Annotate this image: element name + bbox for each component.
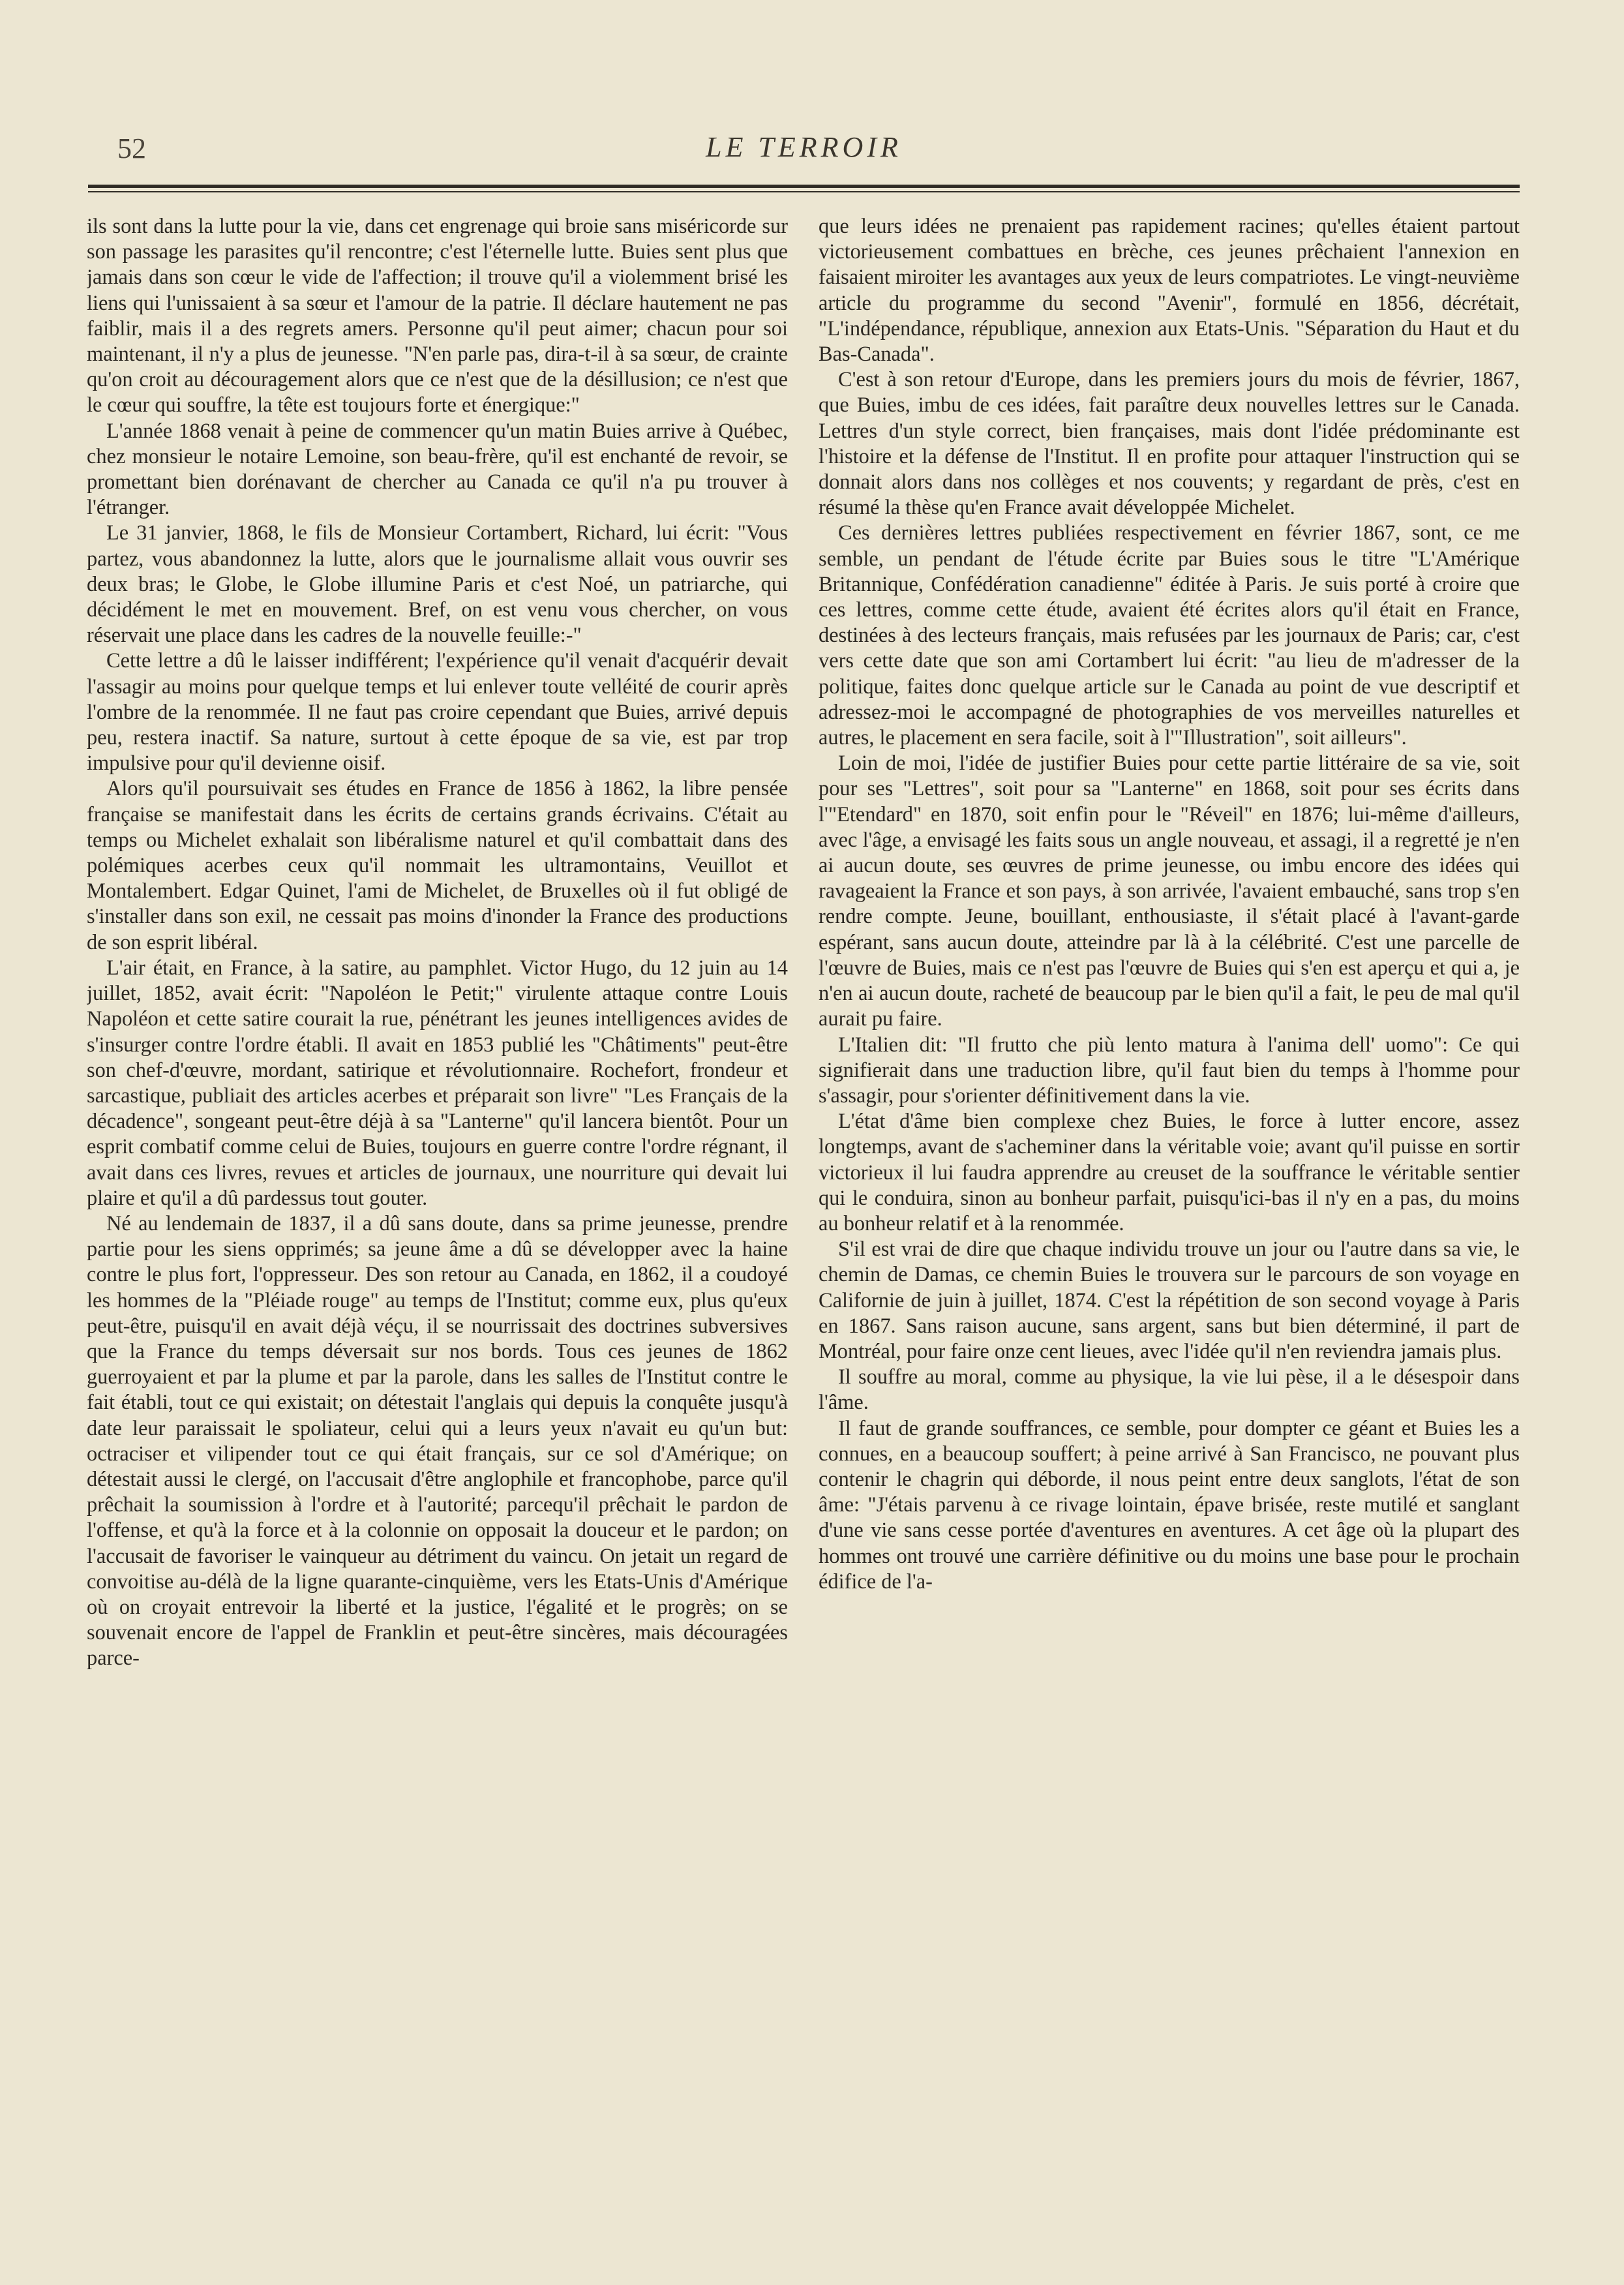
paragraph: que leurs idées ne prenaient pas rapidement racines; qu'elles étaient partout victorieusement combattues en brèche, ces jeunes prêchaient l'annexion en faisaient miroiter les avantages aux yeux de leurs compatriotes. Le vingt-neuvième article du programme du second "Avenir", formulé en 1856, décrétait, "L'indépendance, république, annexion aux Etats-Unis. "Séparation du Haut et du Bas-Canada". <box>819 215 1520 367</box>
paragraph: C'est à son retour d'Europe, dans les premiers jours du mois de février, 1867, que Buies, imbu de ces idées, fait paraître deux nouvelles lettres sur le Canada. Lettres d'un style correct, bien françaises, mais dont l'idée prédominante est l'histoire et la défense de l'Institut. Il en profite pour attaquer l'instruction qui se donnait alors dans nos collèges et nos couvents; y regardant de près, c'est en résumé la thèse qu'en France avait développée Michelet. <box>819 368 1520 520</box>
left-column <box>87 214 788 2171</box>
paragraph: L'état d'âme bien complexe chez Buies, le force à lutter encore, assez longtemps, avant de s'acheminer dans la véritable voie; avant qu'il puisse en sortir victorieux il lui faudra apprendre au creuset de la souffrance le véritable sentier qui le conduira, sinon au bonheur parfait, puisqu'ici-bas il n'y en a pas, du moins au bonheur relatif et à la renommée. <box>819 1110 1520 1235</box>
paragraph: Il faut de grande souffrances, ce semble, pour dompter ce géant et Buies les a connues, en a beaucoup souffert; à peine arrivé à San Francisco, ne pouvant plus contenir le chagrin qui déborde, il nous peint entre deux sanglots, l'état de son âme: "J'étais parvenu à ce rivage lointain, épave brisée, reste mutilé et sanglant d'une vie sans cesse portée d'aventures en aventures. A cet âge où la plupart des hommes ont trouvé une carrière définitive ou du moins une base pour le prochain édifice de l'a- <box>819 1416 1520 1594</box>
paragraph: Ces dernières lettres publiées respectivement en février 1867, sont, ce me semble, un pendant de l'étude écrite par Buies sous le titre "L'Amérique Britannique, Confédération canadienne" éditée à Paris. Je suis porté à croire que ces lettres, comme cette étude, avaient été écrites alors qu'il était en France, destinées à des lecteurs français, mais refusées par les journaux de Paris; car, c'est vers cette date que son ami Cortambert lui écrit: "au lieu de m'adresser de la politique, faites donc quelque article sur le Canada au point de vue descriptif et adressez-moi le accompagné de photographies de vos merveilles naturelles et autres, le placement en sera facile, soit à l'"Illustration", soit ailleurs". <box>819 521 1520 750</box>
paragraph: L'année 1868 venait à peine de commencer qu'un matin Buies arrive à Québec, chez monsieur le notaire Lemoine, son beau-frère, qu'il est enchanté de revoir, se promettant bien dorénavant de chercher au Canada ce qu'il n'a pu trouver à l'étranger. <box>87 419 788 520</box>
page-header <box>88 124 1520 170</box>
paragraph: Né au lendemain de 1837, il a dû sans doute, dans sa prime jeunesse, prendre partie pour les siens opprimés; sa jeune âme a dû se développer avec la haine contre le plus fort, l'oppresseur. Des son retour au Canada, en 1862, il a coudoyé les hommes de la "Pléiade rouge" au temps de l'Institut; comme eux, plus qu'eux peut-être, puisqu'il en avait déjà véçu, il se nourrissait des doctrines subversives que la France du temps déversait sur nos bords. Tous ces jeunes de 1862 guerroyaient et par la plume et par la parole, dans les salles de l'Institut contre le fait établi, tout ce qui existait; on détestait l'anglais qui depuis la conquête jusqu'à date leur paraissait le spoliateur, celui qui a leurs yeux n'avait eu qu'un but: octraciser et vilipender tout ce qui était français, sur ce sol d'Amérique; on détestait aussi le clergé, on l'accusait d'être anglophile et francophobe, parce qu'il prêchait la soumission à l'ordre et à l'autorité; parcequ'il prêchait le pardon de l'offense, et qu'à la force et à la colonnie on opposait la douceur et le pardon; on l'accusait de favoriser le vainqueur au détriment du vaincu. On jetait un regard de convoitise au-délà de la ligne quarante-cinquième, vers les Etats-Unis d'Amérique où on croyait entrevoir la liberté et la justice, l'égalité et le progrès; on se souvenait encore de l'appel de Franklin et peut-être sincères, mais découragées parce- <box>87 1211 788 1671</box>
paragraph: Cette lettre a dû le laisser indifférent; l'expérience qu'il venait d'acquérir devait l'assagir au moins pour quelque temps et lui enlever toute velléité de courir après l'ombre de la renommée. Il ne faut pas croire cependant que Buies, arrivé depuis peu, restera inactif. Sa nature, surtout à cette époque de sa vie, est par trop impulsive pour qu'il devienne oisif. <box>87 649 788 776</box>
paragraph: Il souffre au moral, comme au physique, la vie lui pèse, il a le désespoir dans l'âme. <box>819 1365 1520 1415</box>
paragraph: Le 31 janvier, 1868, le fils de Monsieur Cortambert, Richard, lui écrit: "Vous partez, vous abandonnez la lutte, alors que le journalisme allait vous ouvrir ses deux bras; le Globe, le Globe illumine Paris et c'est Noé, un patriarche, qui décidément le met en mouvement. Bref, on est venu vous chercher, on vous réservait une place dans les cadres de la nouvelle feuille:-" <box>87 521 788 648</box>
paragraph: S'il est vrai de dire que chaque individu trouve un jour ou l'autre dans sa vie, le chemin de Damas, ce chemin Buies le trouvera sur le parcours de son voyage en Californie de juin à juillet, 1874. C'est la répétition de son second voyage à Paris en 1867. Sans raison aucune, sans argent, sans but bien déterminé, il part de Montréal, pour faire onze cent lieues, avec l'idée qu'il n'en reviendra jamais plus. <box>819 1237 1520 1363</box>
page-number: 52 <box>117 132 146 164</box>
paragraph: ils sont dans la lutte pour la vie, dans cet engrenage qui broie sans miséricorde sur son passage les parasites qu'il rencontre; c'est l'éternelle lutte. Buies sent plus que jamais dans son cœur le vide de l'affection; il trouve qu'il a violemment brisé les liens qui l'unissaient à sa sœur et l'amour de la patrie. Il déclare hautement ne pas faiblir, mais il a des regrets amers. Personne qu'il peut aimer; chacun pour soi maintenant, il n'y a plus de jeunesse. "N'en parle pas, dira-t-il à sa sœur, de crainte qu'on croit au découragement alors que ce n'est que de la désillusion; ce n'est que le cœur qui souffre, la tête est toujours forte et énergique:" <box>87 215 788 417</box>
paragraph: Alors qu'il poursuivait ses études en France de 1856 à 1862, la libre pensée française se manifestait dans les écrits de certains grands écrivains. C'était au temps ou Michelet exhalait son libéralisme naturel et qu'il combattait dans des polémiques acerbes ceux qu'il nommait les ultramontains, Veuillot et Montalembert. Edgar Quinet, l'ami de Michelet, de Bruxelles où il fut obligé de s'installer dans son exil, ne cessait pas moins d'inonder la France des productions de son esprit libéral. <box>87 777 788 954</box>
header-rule-thin <box>88 191 1520 192</box>
paragraph: Loin de moi, l'idée de justifier Buies pour cette partie littéraire de sa vie, soit pour ses "Lettres", soit pour sa "Lanterne" en 1868, soit pour ses écrits dans l'"Etendard" en 1870, soit enfin pour le "Réveil" en 1876; lui-même d'ailleurs, avec l'âge, a envisagé les faits sous un angle nouveau, et assagi, il a regretté je n'en ai aucun doute, ses œuvres de prime jeunesse, ou imbu encore des idées qui ravageaient la France et son pays, à son arrivée, l'avaient embauché, sans trop s'en rendre compte. Jeune, bouillant, enthousiaste, il s'était placé à l'avant-garde espérant, sans aucun doute, atteindre par là à la célébrité. C'est une parcelle de l'œuvre de Buies, mais ce n'est pas l'œuvre de Buies qui s'en est aperçu et qui a, je n'en ai aucun doute, racheté de beaucoup par le bien qu'il a fait, le peu de mal qu'il aurait pu faire. <box>819 751 1520 1031</box>
paragraph: L'Italien dit: "Il frutto che più lento matura à l'anima dell' uomo": Ce qui signifierait dans une traduction libre, qu'il faut bien du temps à l'homme pour s'assagir, pour s'orienter définitivement dans la vie. <box>819 1033 1520 1108</box>
paragraph: L'air était, en France, à la satire, au pamphlet. Victor Hugo, du 12 juin au 14 juillet, 1852, avait écrit: "Napoléon le Petit;" virulente attaque contre Louis Napoléon et cette satire courait la rue, pénétrant les jeunes intelligences avides de s'insurger contre l'ordre établi. Il avait en 1853 publié les "Châtiments" peut-être son chef-d'œuvre, mordant, satirique et révolutionnaire. Rochefort, frondeur et sarcastique, publiait des articles acerbes et préparait son livre" "Les Français de la décadence", songeant peut-être déjà à sa "Lanterne" qu'il lancera bientôt. Pour un esprit combatif comme celui de Buies, toujours en guerre contre l'ordre régnant, il avait dans ces livres, revues et articles de journaux, une nourriture qui devait lui plaire et qu'il a dû pardessus tout gouter. <box>87 956 788 1210</box>
header-rule-thick <box>88 185 1520 188</box>
journal-title: LE TERROIR <box>706 131 902 163</box>
right-column <box>819 214 1520 2171</box>
